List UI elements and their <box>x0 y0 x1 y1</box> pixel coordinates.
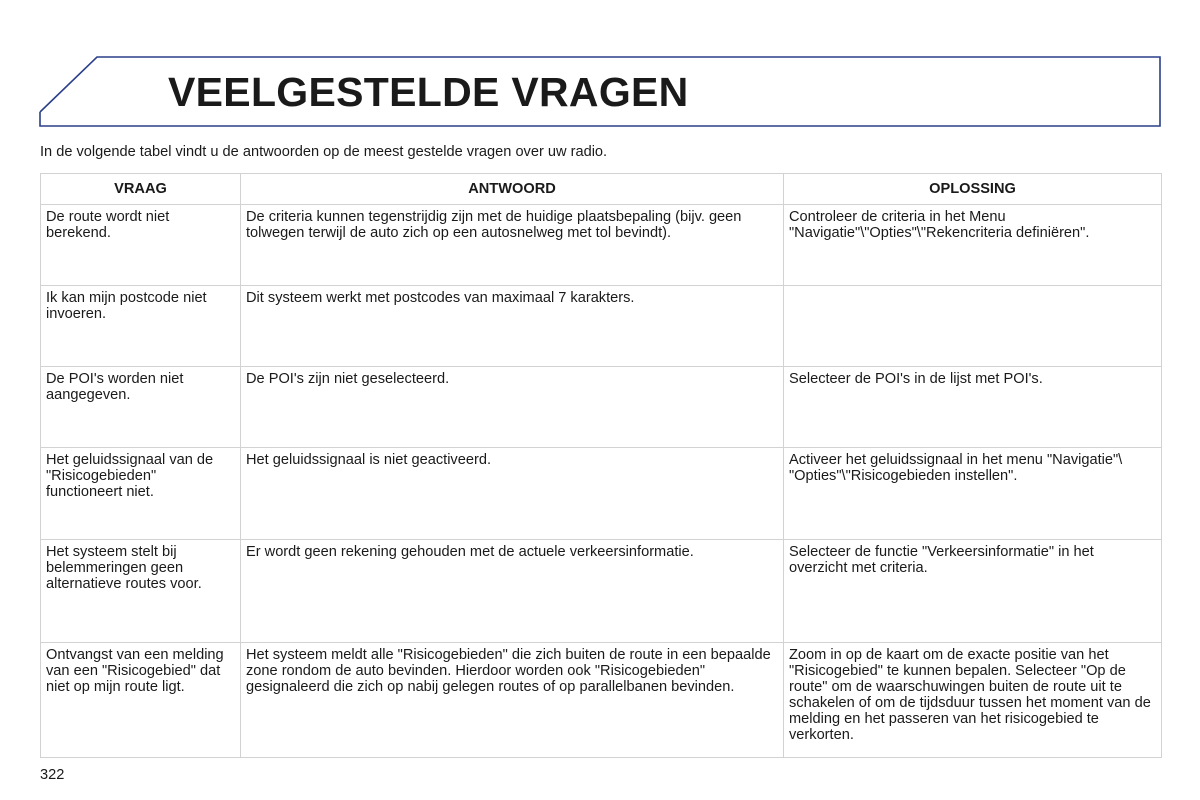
table-row <box>41 540 1162 643</box>
solution-cell: Selecteer de functie "Verkeersinformatie" in het overzicht met criteria. <box>784 540 1162 643</box>
answer-cell: Het systeem meldt alle "Risicogebieden" die zich buiten de route in een bepaalde zone rondom de auto bevinden. Hierdoor worden ook "Risicogebieden" gesignaleerd die zich op nabij gelegen routes of op parallelbanen bevinden. <box>241 643 784 758</box>
answer-cell: Dit systeem werkt met postcodes van maximaal 7 karakters. <box>241 286 784 367</box>
page-number: 322 <box>40 767 65 783</box>
faq-table <box>40 173 1162 758</box>
solution-cell: Controleer de criteria in het Menu "Navigatie"\"Opties"\"Rekencriteria definiëren". <box>784 205 1162 286</box>
table-row <box>41 286 1162 367</box>
answer-cell: Er wordt geen rekening gehouden met de actuele verkeersinformatie. <box>241 540 784 643</box>
solution-cell: Selecteer de POI's in de lijst met POI's. <box>784 367 1162 448</box>
question-cell: De route wordt niet berekend. <box>41 205 241 286</box>
table-row <box>41 448 1162 540</box>
question-cell: Ontvangst van een melding van een "Risicogebied" dat niet op mijn route ligt. <box>41 643 241 758</box>
question-cell: Het geluidssignaal van de "Risicogebieden" functioneert niet. <box>41 448 241 540</box>
column-header-solution: OPLOSSING <box>784 174 1162 205</box>
question-cell: Ik kan mijn postcode niet invoeren. <box>41 286 241 367</box>
answer-cell: De POI's zijn niet geselecteerd. <box>241 367 784 448</box>
question-cell: Het systeem stelt bij belemmeringen geen alternatieve routes voor. <box>41 540 241 643</box>
column-header-answer: ANTWOORD <box>241 174 784 205</box>
solution-cell: Activeer het geluidssignaal in het menu "Navigatie"\ "Opties"\"Risicogebieden instellen". <box>784 448 1162 540</box>
page-title: VEELGESTELDE VRAGEN <box>168 69 689 115</box>
question-cell: De POI's worden niet aangegeven. <box>41 367 241 448</box>
table-row <box>41 367 1162 448</box>
solution-cell <box>784 286 1162 367</box>
column-header-question: VRAAG <box>41 174 241 205</box>
table-row <box>41 643 1162 758</box>
answer-cell: De criteria kunnen tegenstrijdig zijn met de huidige plaatsbepaling (bijv. geen tolwegen terwijl de auto zich op een autosnelweg met tol bevindt). <box>241 205 784 286</box>
intro-text: In de volgende tabel vindt u de antwoorden op de meest gestelde vragen over uw radio. <box>40 144 608 160</box>
answer-cell: Het geluidssignaal is niet geactiveerd. <box>241 448 784 540</box>
solution-cell: Zoom in op de kaart om de exacte positie van het "Risicogebied" te kunnen bepalen. Selecteer "Op de route" om de waarschuwingen buiten de route uit te schakelen of om de tijdsduur tussen het moment van de melding en het passeren van het risicogebied te verkorten. <box>784 643 1162 758</box>
table-header-row <box>41 174 1162 205</box>
table-row <box>41 205 1162 286</box>
